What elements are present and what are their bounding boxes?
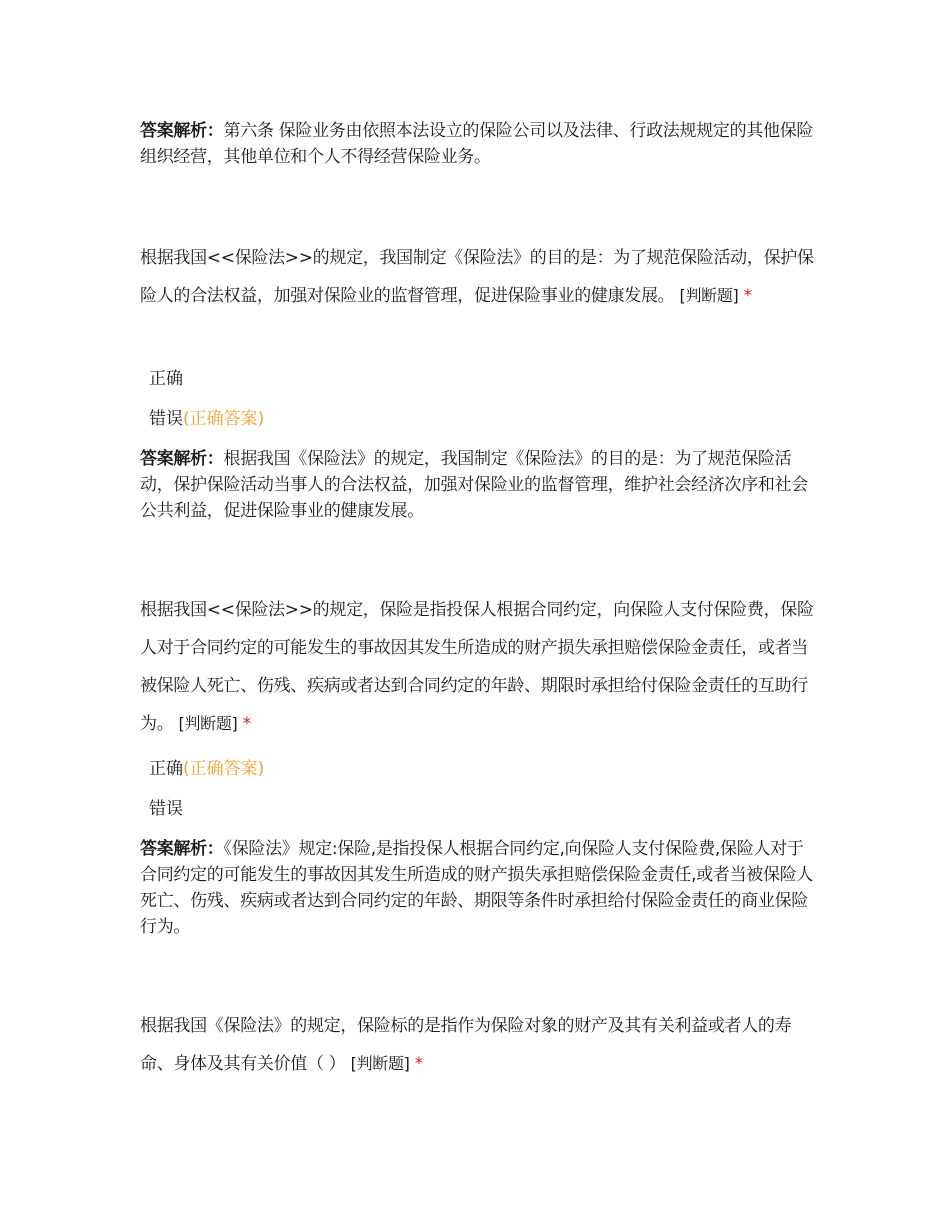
question-text-block (140, 1007, 815, 1083)
analysis-label: 答案解析： (140, 449, 224, 469)
option-correct[interactable] (149, 367, 183, 391)
option-label: 正确 (149, 369, 183, 389)
question-text: 根据我国《保险法》的规定，保险标的是指作为保险对象的财产及其有关利益或者人的寿命、身体及其有关价值（ ） (140, 1016, 792, 1074)
question-text-block (140, 591, 815, 743)
answer-analysis (140, 118, 815, 170)
analysis-label: 答案解析： (140, 121, 224, 141)
option-label: 错误 (149, 799, 183, 819)
required-mark: * (743, 286, 752, 306)
question-text: 根据我国<<保险法>>的规定，保险是指投保人根据合同约定，向保险人支付保险费，保险人对于合同约定的可能发生的事故因其发生所造成的财产损失承担赔偿保险金责任，或者当被保险人死亡、伤残、疾病或者达到合同约定的年龄、期限时承担给付保险金责任的互助行为。 (140, 600, 814, 734)
correct-answer-tag: (正确答案) (183, 409, 265, 429)
required-mark: * (414, 1054, 423, 1074)
option-correct[interactable] (149, 757, 264, 781)
required-mark: * (242, 714, 251, 734)
question-type: [判断题] (679, 286, 739, 305)
correct-answer-tag: (正确答案) (183, 759, 265, 779)
answer-analysis (140, 446, 815, 524)
analysis-text: 第六条 保险业务由依照本法设立的保险公司以及法律、行政法规规定的其他保险组织经营，其他单位和个人不得经营保险业务。 (140, 121, 814, 167)
answer-analysis (140, 836, 815, 940)
question-type: [判断题] (350, 1054, 410, 1073)
option-wrong[interactable] (149, 407, 264, 431)
question-text-block (140, 239, 815, 315)
option-label: 正确 (149, 759, 183, 779)
question-type: [判断题] (178, 714, 238, 733)
analysis-text: 《保险法》规定:保险,是指投保人根据合同约定,向保险人支付保险费,保险人对于合同约定的可能发生的事故因其发生所造成的财产损失承担赔偿保险金责任,或者当被保险人死亡、伤残、疾病或者达到合同约定的年龄、期限等条件时承担给付保险金责任的商业保险行为。 (140, 839, 814, 937)
option-wrong[interactable] (149, 797, 183, 821)
option-label: 错误 (149, 409, 183, 429)
question-text: 根据我国<<保险法>>的规定，我国制定《保险法》的目的是：为了规范保险活动，保护保险人的合法权益，加强对保险业的监督管理，促进保险事业的健康发展。 (140, 248, 814, 306)
analysis-text: 根据我国《保险法》的规定，我国制定《保险法》的目的是：为了规范保险活动，保护保险活动当事人的合法权益，加强对保险业的监督管理，维护社会经济次序和社会公共利益，促进保险事业的健康发展。 (140, 449, 808, 521)
analysis-label: 答案解析： (140, 839, 224, 859)
